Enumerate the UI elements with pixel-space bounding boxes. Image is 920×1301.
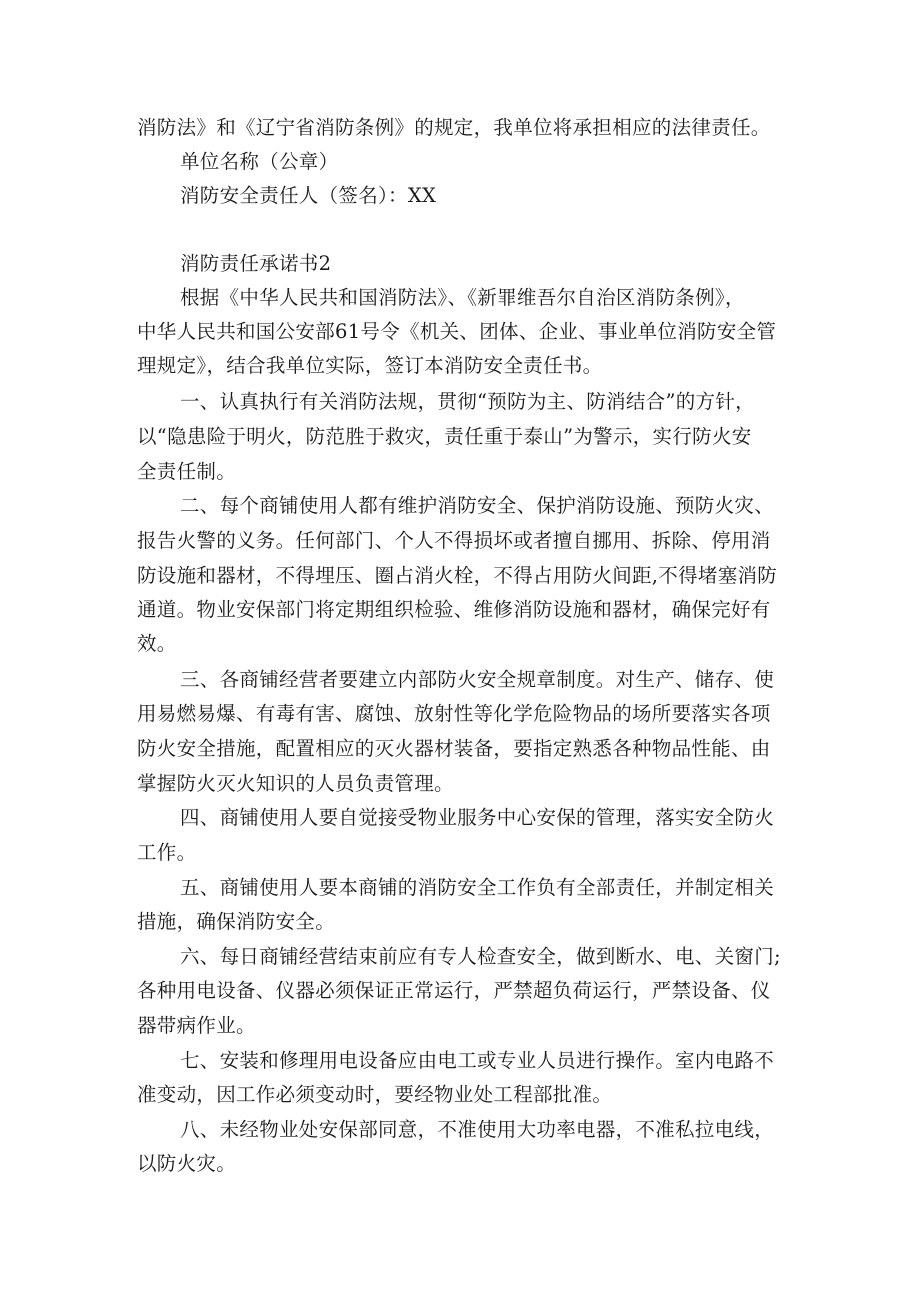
item-5-line-2: 措施，确保消防安全。: [137, 910, 336, 933]
item-8-line-2: 以防火灾。: [137, 1152, 237, 1175]
section-title: 消防责任承诺书2: [180, 252, 332, 275]
item-3-line-4: 掌握防火灭火知识的人员负责管理。: [137, 772, 454, 795]
intro-line-3: 理规定》，结合我单位实际，签订本消防安全责任书。: [137, 354, 603, 377]
item-2-line-5: 效。: [137, 632, 177, 655]
item-1-line-2: 以“隐患险于明火，防范胜于救灾，责任重于泰山”为警示，实行防火安: [137, 425, 752, 448]
item-3-line-2: 用易燃易爆、有毒有害、腐蚀、放射性等化学危险物品的场所要落实各项: [137, 702, 771, 725]
item-2-line-3: 防设施和器材，不得埋压、圈占消火栓，不得占用防火间距,不得堵塞消防: [137, 564, 778, 587]
item-3-line-3: 防火安全措施，配置相应的灭火器材装备，要指定熟悉各种物品性能、由: [137, 737, 771, 760]
unit-name-line: 单位名称（公章）: [180, 150, 339, 173]
item-1-line-3: 全责任制。: [137, 460, 237, 483]
item-8-line-1: 八、未经物业处安保部同意，不准使用大功率电器，不准私拉电线，: [180, 1118, 775, 1141]
item-2-line-2: 报告火警的义务。任何部门、个人不得损坏或者擅自挪用、拆除、停用消: [137, 529, 771, 552]
continued-line: 消防法》和《辽宁省消防条例》的规定，我单位将承担相应的法律责任。: [137, 116, 771, 139]
item-2-line-1: 二、每个商铺使用人都有维护消防安全、保护消防设施、预防火灾、: [180, 494, 775, 517]
item-2-line-4: 通道。物业安保部门将定期组织检验、维修消防设施和器材，确保完好有: [137, 598, 771, 621]
item-6-line-1: 六、每日商铺经营结束前应有专人检查安全，做到断水、电、关窗门;: [180, 945, 781, 968]
item-7-line-1: 七、安装和修理用电设备应由电工或专业人员进行操作。室内电路不: [180, 1049, 775, 1072]
intro-line-2: 中华人民共和国公安部61号令《机关、团体、企业、事业单位消防安全管: [137, 320, 777, 343]
item-5-line-1: 五、商铺使用人要本商铺的消防安全工作负有全部责任，并制定相关: [180, 876, 775, 899]
item-4-line-1: 四、商铺使用人要自觉接受物业服务中心安保的管理，落实安全防火: [180, 806, 775, 829]
item-4-line-2: 工作。: [137, 841, 197, 864]
item-6-line-2: 各种用电设备、仪器必须保证正常运行，严禁超负荷运行，严禁设备、仪: [137, 979, 771, 1002]
intro-line-1: 根据《中华人民共和国消防法》、《新罪维吾尔自治区消防条例》，: [180, 286, 745, 309]
item-6-line-3: 器带病作业。: [137, 1014, 256, 1037]
item-3-line-1: 三、各商铺经营者要建立内部防火安全规章制度。对生产、储存、使: [180, 668, 775, 691]
item-1-line-1: 一、认真执行有关消防法规，贯彻“预防为主、防消结合”的方针，: [180, 390, 755, 413]
item-7-line-2: 准变动，因工作必须变动时，要经物业处工程部批准。: [137, 1083, 613, 1106]
responsible-person-line: 消防安全责任人（签名）：XX: [180, 184, 437, 207]
